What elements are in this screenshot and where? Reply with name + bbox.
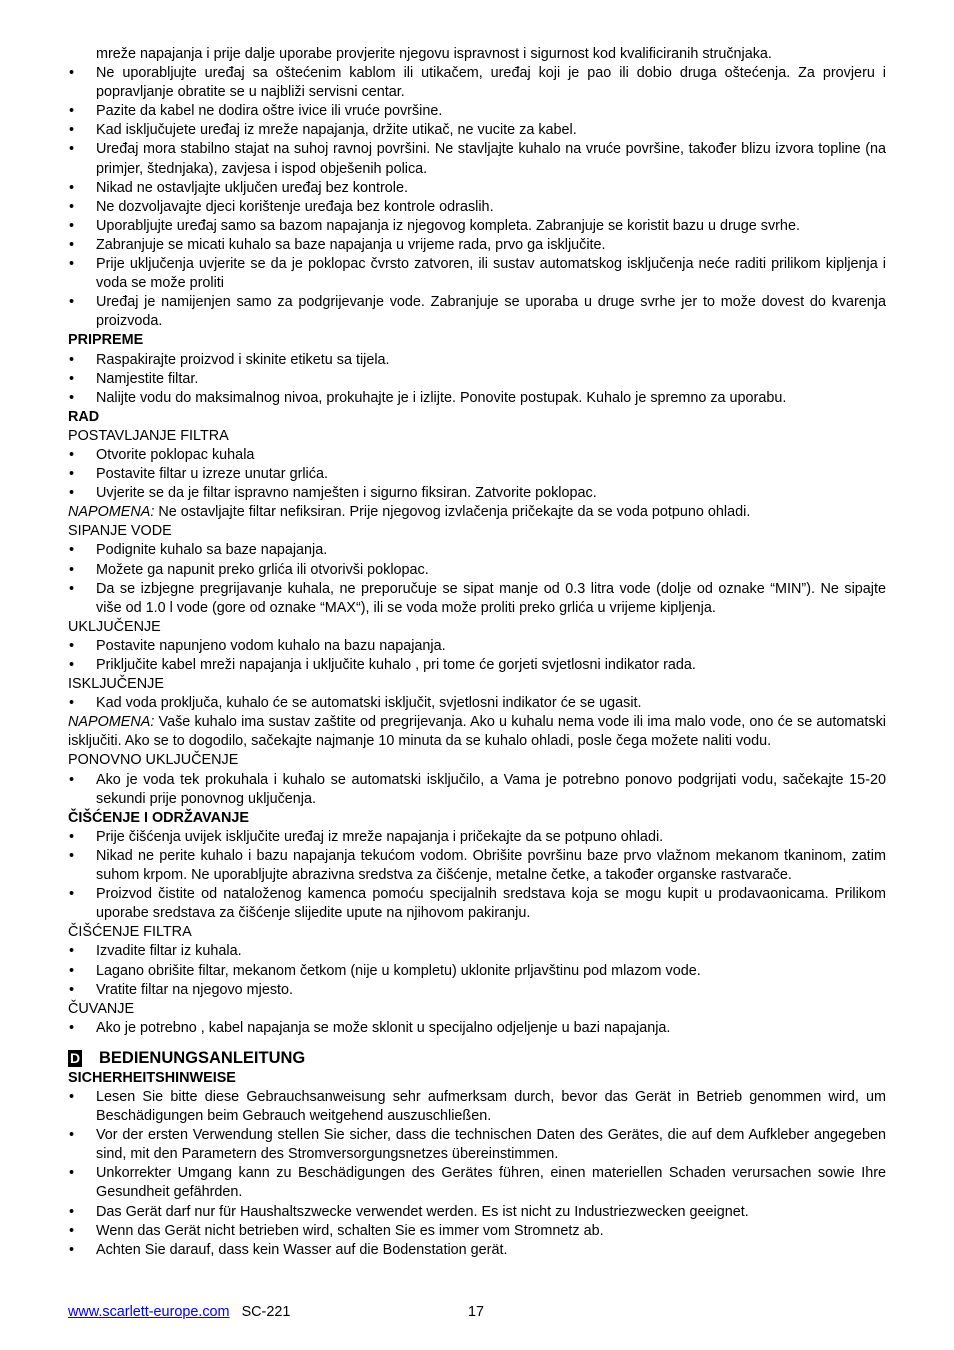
note-paragraph <box>68 503 886 522</box>
manual-page <box>68 45 886 1260</box>
language-letter-badge: D <box>69 1049 81 1066</box>
list-item: • Uporabljujte uređaj samo sa bazom napajanja iz njegovog kompleta. Zabranjuje se koristit bazu u druge svrhe. <box>68 217 886 236</box>
list-item: • Zabranjuje se micati kuhalo sa baze napajanja u vrijeme rada, prvo ga isključite. <box>68 236 886 255</box>
website-link[interactable]: www.scarlett-europe.com <box>68 1304 230 1320</box>
list-item: • Nikad ne perite kuhalo i bazu napajanja tekućom vodom. Obrišite površinu baze prvo vlažnom mekanom tkaninom, zatim suhom krpom. Ne uporabljujte abrazivna sredstva za čišćenje, metalne četke, a također organske rastvarače. <box>68 847 886 885</box>
subheading-sipanje-vode: SIPANJE VODE <box>68 523 172 540</box>
continued-paragraph: mreže napajanja i prije dalje uporabe provjerite njegovu ispravnost i sigurnost kod kvalificiranih stručnjaka. <box>96 46 772 62</box>
list-item: • Otvorite poklopac kuhala <box>68 446 886 465</box>
section-heading-pripreme: PRIPREME <box>68 332 144 349</box>
list-item: • Kad voda proključa, kuhalo će se automatski isključit, svjetlosni indikator će se ugasit. <box>68 694 886 713</box>
list-item: • Das Gerät darf nur für Haushaltszwecke verwendet werden. Es ist nicht zu Industriezwecken geeignet. <box>68 1203 886 1222</box>
list-item: • Achten Sie darauf, dass kein Wasser auf die Bodenstation gerät. <box>68 1241 886 1260</box>
safety-list-hr <box>68 64 886 331</box>
list-item: • Ne dozvoljavajte djeci korištenje uređaja bez kontrole odraslih. <box>68 198 886 217</box>
list-item: • Uvjerite se da je filtar ispravno namješten i sigurno fiksiran. Zatvorite poklopac. <box>68 484 886 503</box>
section-heading-rad: RAD <box>68 408 100 425</box>
list-item: • Ako je potrebno , kabel napajanja se može sklonit u specijalno odjeljenje u bazi napajanja. <box>68 1019 886 1038</box>
list-item: • Kad isključujete uređaj iz mreže napajanja, držite utikač, ne vucite za kabel. <box>68 121 886 140</box>
note-text: Ne ostavljajte filtar nefiksiran. Prije njegovog izvlačenja pričekajte da se voda potpuno ohladi. <box>154 504 751 521</box>
model-number: SC-221 <box>241 1304 291 1320</box>
section-title-de <box>68 1048 886 1069</box>
subheading-ciscenje-filtra: ČIŠĆENJE FILTRA <box>68 924 192 941</box>
list-item: • Postavite filtar u izreze unutar grlića. <box>68 465 886 484</box>
list-item: • Priključite kabel mreži napajanja i uključite kuhalo , pri tome će gorjeti svjetlosni indikator rada. <box>68 656 886 675</box>
note-label: NAPOMENA: <box>68 504 155 521</box>
list-item: • Izvadite filtar iz kuhala. <box>68 942 886 961</box>
subheading-cuvanje: ČUVANJE <box>68 1000 135 1017</box>
note-text: Vaše kuhalo ima sustav zaštite od pregrijevanja. Ako u kuhalu nema vode ili ima malo vode, ono će se automatski isključiti. Ako se to dogodilo, sačekajte najmanje 10 minuta da se kuhalo ohladi, posle čega možete naliti vodu. <box>68 714 886 750</box>
list-item: • Namjestite filtar. <box>68 370 886 389</box>
subheading-ukljucenje: UKLJUČENJE <box>68 618 161 635</box>
list-item: • Uređaj je namijenjen samo za podgrijevanje vode. Zabranjuje se uporaba u druge svrhe jer to može dovest do kvarenja proizvoda. <box>68 293 886 331</box>
list-item: • Podignite kuhalo sa baze napajanja. <box>68 541 886 560</box>
subheading-iskljucenje: ISKLJUČENJE <box>68 676 164 693</box>
subheading-ponovno-ukljucenje: PONOVNO UKLJUČENJE <box>68 752 239 769</box>
list-item: • Unkorrekter Umgang kann zu Beschädigungen des Gerätes führen, einen materiellen Schaden verursachen sowie Ihre Gesundheit gefährden. <box>68 1164 886 1202</box>
list-item: • Vor der ersten Verwendung stellen Sie sicher, dass die technischen Daten des Gerätes, die auf dem Aufkleber angegeben sind, mit den Parametern des Stromversorgungsnetzes übereinstimmen. <box>68 1126 886 1164</box>
subheading-sicherheitshinweise: SICHERHEITSHINWEISE <box>68 1069 236 1086</box>
list-item: • Ne uporabljujte uređaj sa oštećenim kablom ili utikačem, uređaj koji je pao ili dobio druga oštećenja. Za provjeru i popravljanje obratite se u najbliži servisni centar. <box>68 64 886 102</box>
section-title-text: BEDIENUNGSANLEITUNG <box>99 1048 306 1067</box>
list-item: • Lagano obrišite filtar, mekanom četkom (nije u kompletu) uklonite prljavštinu pod mlazom vode. <box>68 962 886 981</box>
page-footer <box>68 1303 886 1322</box>
list-item: • Vratite filtar na njegovo mjesto. <box>68 981 886 1000</box>
list-item: • Možete ga napunit preko grlića ili otvorivši poklopac. <box>68 561 886 580</box>
list-item: • Prije uključenja uvjerite se da je poklopac čvrsto zatvoren, ili sustav automatskog isključenja neće raditi prilikom kipljenja i voda se može proliti <box>68 255 886 293</box>
list-item: • Lesen Sie bitte diese Gebrauchsanweisung sehr aufmerksam durch, bevor das Gerät in Betrieb genommen wird, um Beschädigungen beim Gebrauch weitgehend auszuschließen. <box>68 1088 886 1126</box>
list-item: • Nalijte vodu do maksimalnog nivoa, prokuhajte je i izlijte. Ponovite postupak. Kuhalo je spremno za uporabu. <box>68 389 886 408</box>
section-heading-ciscenje: ČIŠĆENJE I ODRŽAVANJE <box>68 809 249 826</box>
list-item: • Pazite da kabel ne dodira oštre ivice ili vruće površine. <box>68 102 886 121</box>
note-paragraph <box>68 713 886 751</box>
list-item: • Proizvod čistite od nataloženog kamenca pomoću specijalnih sredstava koja se mogu kupit u prodavaonicama. Prilikom uporabe sredstava za čišćenje slijedite upute na njihovom pakiranju. <box>68 885 886 923</box>
page-number: 17 <box>468 1304 485 1320</box>
subheading-postavljanje-filtra: POSTAVLJANJE FILTRA <box>68 427 229 444</box>
list-item: • Postavite napunjeno vodom kuhalo na bazu napajanja. <box>68 637 886 656</box>
list-item: • Nikad ne ostavljajte uključen uređaj bez kontrole. <box>68 179 886 198</box>
list-item: • Wenn das Gerät nicht betrieben wird, schalten Sie es immer vom Stromnetz ab. <box>68 1222 886 1241</box>
note-label: NAPOMENA: <box>68 714 155 731</box>
list-item: • Prije čišćenja uvijek isključite uređaj iz mreže napajanja i pričekajte da se potpuno ohladi. <box>68 828 886 847</box>
list-item: • Da se izbjegne pregrijavanje kuhala, ne preporučuje se sipat manje od 0.3 litra vode (dolje od oznake “MIN”). Ne sipajte više od 1.0 l vode (gore od oznake “MAX“), ili se voda može proliti preko grlića u vrijeme kipljenja. <box>68 580 886 618</box>
list-item: • Uređaj mora stabilno stajat na suhoj ravnoj površini. Ne stavljajte kuhalo na vruće površine, također blizu izvora topline (na primjer, štednjaka), zavjesa i ispod obješenih polica. <box>68 140 886 178</box>
list-item: • Raspakirajte proizvod i skinite etiketu sa tijela. <box>68 351 886 370</box>
list-item: • Ako je voda tek prokuhala i kuhalo se automatski isključilo, a Vama je potrebno ponovo podgrijati vodu, sačekajte 15-20 sekundi prije ponovnog uključenja. <box>68 771 886 809</box>
